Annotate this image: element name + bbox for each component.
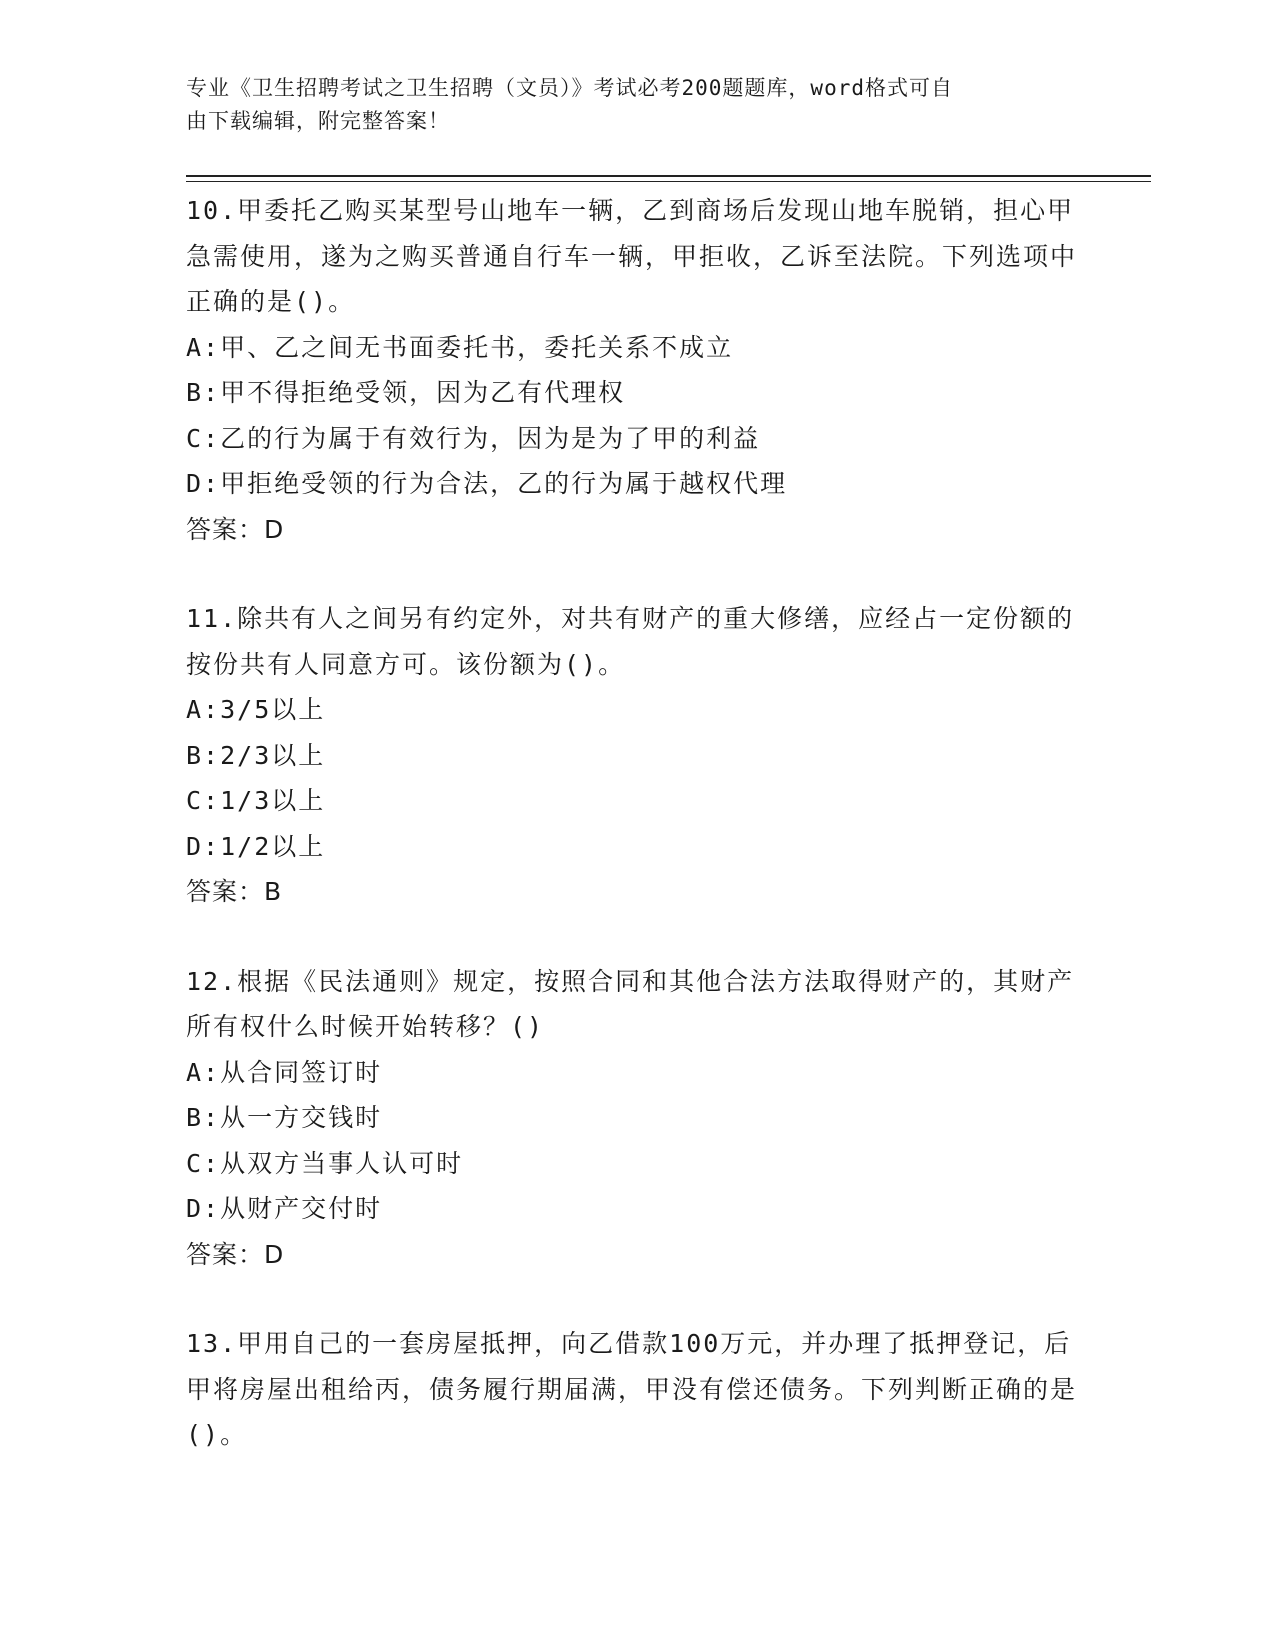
header-divider-thin	[186, 181, 1151, 182]
option-d: D:从财产交付时	[186, 1194, 383, 1223]
option-b: B:2/3以上	[186, 740, 326, 770]
answer-line: 答案：B	[186, 877, 283, 906]
header-divider-thick	[186, 175, 1151, 177]
option-a: A:甲、乙之间无书面委托书，委托关系不成立	[186, 332, 734, 362]
option-c: C:乙的行为属于有效行为，因为是为了甲的利益	[186, 423, 761, 453]
question-stem: 13.甲用自己的一套房屋抵押，向乙借款100万元，并办理了抵押登记，后甲将房屋出租给丙，债务履行期届满，甲没有偿还债务。下列判断正确的是()。	[186, 1329, 1078, 1449]
option-list	[186, 1050, 1086, 1232]
option-d: D:1/2以上	[186, 831, 326, 861]
question-stem: 10.甲委托乙购买某型号山地车一辆，乙到商场后发现山地车脱销，担心甲急需使用，遂为之购买普通自行车一辆，甲拒收，乙诉至法院。下列选项中正确的是()。	[186, 196, 1078, 316]
option-list	[186, 687, 1086, 869]
question-13	[186, 1321, 1086, 1458]
question-stem: 11.除共有人之间另有约定外，对共有财产的重大修缮，应经占一定份额的按份共有人同意方可。该份额为()。	[186, 604, 1075, 679]
option-c: C:从双方当事人认可时	[186, 1148, 464, 1178]
option-d: D:甲拒绝受领的行为合法，乙的行为属于越权代理	[186, 469, 788, 498]
answer-line: 答案：D	[186, 514, 285, 544]
question-10	[186, 188, 1086, 552]
question-12	[186, 959, 1086, 1278]
answer-line: 答案：D	[186, 1239, 285, 1269]
question-list	[186, 188, 1086, 1502]
header-line-2: 由下载编辑，附完整答案！	[186, 109, 450, 133]
option-list	[186, 325, 1086, 507]
question-stem: 12.根据《民法通则》规定，按照合同和其他合法方法取得财产的，其财产所有权什么时候开始转移？()	[186, 966, 1075, 1041]
option-c: C:1/3以上	[186, 786, 326, 815]
option-b: B:甲不得拒绝受领，因为乙有代理权	[186, 378, 626, 407]
option-b: B:从一方交钱时	[186, 1103, 383, 1132]
question-11	[186, 596, 1086, 915]
header-line-1: 专业《卫生招聘考试之卫生招聘（文员）》考试必考200题题库，word格式可自	[186, 76, 953, 100]
document-header	[186, 72, 1066, 138]
option-a: A:从合同签订时	[186, 1057, 383, 1087]
option-a: A:3/5以上	[186, 695, 326, 724]
